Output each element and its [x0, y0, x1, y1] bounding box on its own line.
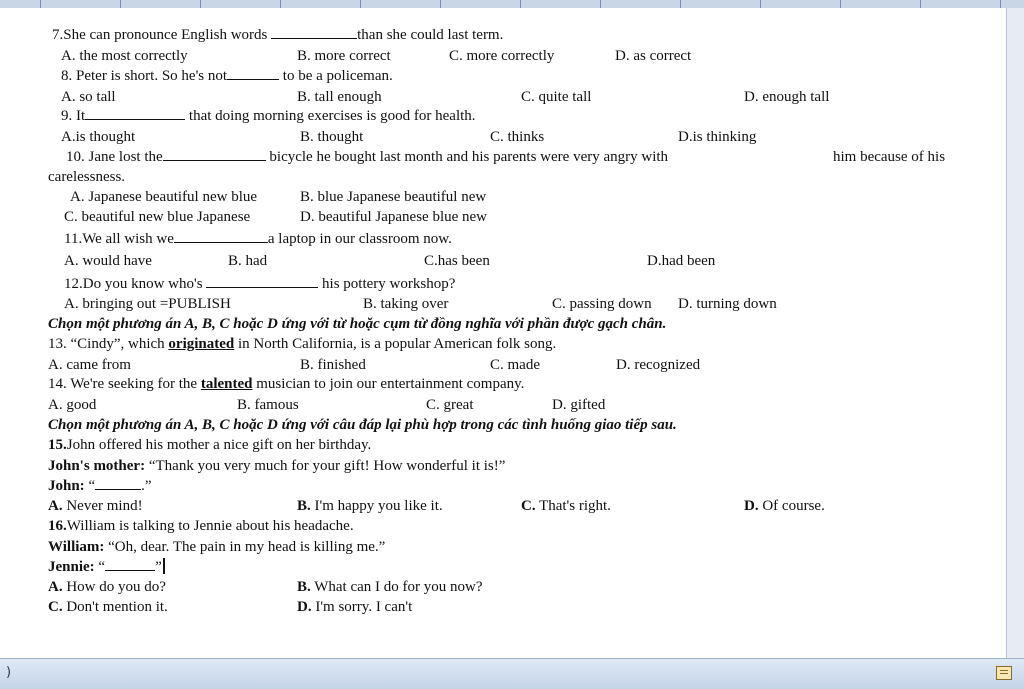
ruler-tick	[440, 0, 441, 8]
q15-dialogue-1: John's mother: “Thank you very much for your gift! How wonderful it is!”	[48, 458, 506, 474]
q16-option-c[interactable]: C. Don't mention it.	[48, 599, 168, 615]
q11-option-b[interactable]: B. had	[228, 253, 268, 269]
q15-option-a[interactable]: A. Never mind!	[48, 498, 143, 514]
q15-dialogue-2: John: “ .”	[48, 478, 152, 494]
document-page[interactable]	[0, 8, 1007, 658]
q16-dialogue-2[interactable]: Jennie: “ ”	[48, 558, 165, 576]
scrollbar-track[interactable]	[1007, 8, 1024, 658]
q11-option-c[interactable]: C.has been	[424, 253, 490, 269]
q14-option-b[interactable]: B. famous	[237, 397, 299, 413]
q11-option-a[interactable]: A. would have	[64, 253, 152, 269]
q9-stem: 9. It that doing morning exercises is good for health.	[61, 108, 476, 124]
q13-option-b[interactable]: B. finished	[300, 357, 366, 373]
q12-option-b[interactable]: B. taking over	[363, 296, 449, 312]
q7-option-a[interactable]: A. the most correctly	[61, 48, 188, 64]
q8-option-b[interactable]: B. tall enough	[297, 89, 382, 105]
q16-option-b[interactable]: B. What can I do for you now?	[297, 579, 483, 595]
q12-option-a[interactable]: A. bringing out =PUBLISH	[64, 296, 231, 312]
q10-option-a[interactable]: A. Japanese beautiful new blue	[70, 189, 258, 205]
ruler-tick	[200, 0, 201, 8]
ruler-tick	[760, 0, 761, 8]
q11-option-d[interactable]: D.had been	[647, 253, 716, 269]
view-layout-icon[interactable]	[996, 666, 1012, 680]
q16-option-a[interactable]: A. How do you do?	[48, 579, 166, 595]
q8-option-c[interactable]: C. quite tall	[521, 89, 592, 105]
q9-option-c[interactable]: C. thinks	[490, 129, 545, 145]
q15-option-c[interactable]: C. That's right.	[521, 498, 611, 514]
ruler-tick	[920, 0, 921, 8]
q16-option-d[interactable]: D. I'm sorry. I can't	[297, 599, 413, 615]
q9-option-b[interactable]: B. thought	[300, 129, 364, 145]
q13-option-a[interactable]: A. came from	[48, 357, 131, 373]
q14-option-c[interactable]: C. great	[426, 397, 474, 413]
q10-option-c[interactable]: C. beautiful new blue Japanese	[64, 209, 251, 225]
q7-option-b[interactable]: B. more correct	[297, 48, 391, 64]
q13-stem: 13. “Cindy”, which originated in North California, is a popular American folk song.	[48, 336, 557, 352]
text-cursor	[163, 558, 165, 574]
q7-stem: 7.She can pronounce English words than she could last term.	[52, 27, 504, 43]
q9-option-a[interactable]: A.is thought	[61, 129, 136, 145]
q15-option-b[interactable]: B. I'm happy you like it.	[297, 498, 443, 514]
q8-option-d[interactable]: D. enough tall	[744, 89, 830, 105]
q10-option-d[interactable]: D. beautiful Japanese blue new	[300, 209, 488, 225]
ruler-tick	[280, 0, 281, 8]
q11-stem: 11.We all wish we a laptop in our classroom now.	[64, 231, 452, 247]
q8-stem: 8. Peter is short. So he's not to be a policeman.	[61, 68, 393, 84]
q12-option-d[interactable]: D. turning down	[678, 296, 777, 312]
q10-option-b[interactable]: B. blue Japanese beautiful new	[300, 189, 487, 205]
q12-stem: 12.Do you know who's his pottery workshop?	[64, 276, 456, 292]
q9-option-d[interactable]: D.is thinking	[678, 129, 757, 145]
q14-underlined-word: talented	[200, 376, 253, 392]
q14-option-a[interactable]: A. good	[48, 397, 97, 413]
q10-stem-end: him because of his	[833, 149, 946, 165]
q14-stem: 14. We're seeking for the talented musician to join our entertainment company.	[48, 376, 525, 392]
ruler-tick	[360, 0, 361, 8]
instruction-synonym: Chọn một phương án A, B, C hoặc D ứng với từ hoặc cụm từ đồng nghĩa với phần được gạch chân.	[48, 316, 667, 332]
q16-stem: 16.William is talking to Jennie about his headache.	[48, 518, 354, 534]
q13-option-d[interactable]: D. recognized	[616, 357, 701, 373]
instruction-response: Chọn một phương án A, B, C hoặc D ứng với câu đáp lại phù hợp trong các tình huống giao tiếp sau.	[48, 417, 677, 433]
q13-underlined-word: originated	[168, 336, 235, 352]
q7-option-d[interactable]: D. as correct	[615, 48, 692, 64]
status-bar	[0, 658, 1024, 689]
q7-option-c[interactable]: C. more correctly	[449, 48, 555, 64]
ruler-tick	[120, 0, 121, 8]
q10-stem-continued: carelessness.	[48, 169, 126, 185]
q15-stem: 15.John offered his mother a nice gift on her birthday.	[48, 437, 372, 453]
q13-option-c[interactable]: C. made	[490, 357, 540, 373]
q12-option-c[interactable]: C. passing down	[552, 296, 652, 312]
q15-option-d[interactable]: D. Of course.	[744, 498, 825, 514]
q10-stem: 10. Jane lost the bicycle he bought last month and his parents were very angry with	[66, 149, 669, 165]
ruler-tick	[520, 0, 521, 8]
ruler-tick	[1000, 0, 1001, 8]
ruler-tick	[40, 0, 41, 8]
ruler-tick	[600, 0, 601, 8]
q8-option-a[interactable]: A. so tall	[61, 89, 116, 105]
q14-option-d[interactable]: D. gifted	[552, 397, 606, 413]
ruler-tick	[680, 0, 681, 8]
q16-dialogue-1: William: “Oh, dear. The pain in my head is killing me.”	[48, 539, 386, 555]
ruler-tick	[840, 0, 841, 8]
status-text: )	[6, 665, 12, 680]
